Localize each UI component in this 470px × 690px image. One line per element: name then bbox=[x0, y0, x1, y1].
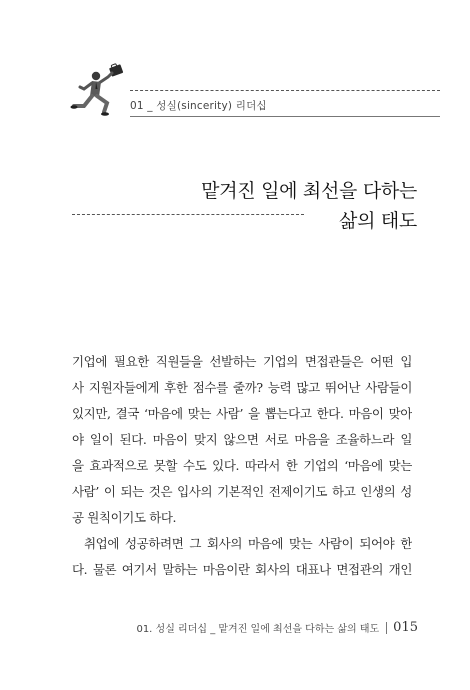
body-line: 다. 물론 여기서 말하는 마음이란 회사의 대표나 면접관의 개인 bbox=[72, 562, 412, 577]
running-businessman-icon bbox=[70, 62, 132, 124]
section-title bbox=[201, 176, 417, 236]
title-line-1: 맡겨진 일에 최선을 다하는 bbox=[201, 180, 417, 202]
footer-divider bbox=[386, 622, 387, 634]
title-dashed-line bbox=[72, 214, 304, 215]
body-line: 을 효과적으로 못할 수도 있다. 따라서 한 기업의 ‘마음에 맞는 bbox=[72, 458, 412, 473]
body-line: 사람’ 이 되는 것은 입사의 기본적인 전제이기도 하고 인생의 성 bbox=[72, 484, 412, 499]
header-rule bbox=[130, 116, 440, 117]
body-line: 사 지원자들에게 후한 점수를 줄까? 능력 많고 뛰어난 사람들이 bbox=[72, 380, 412, 395]
body-paragraphs bbox=[72, 349, 412, 583]
body-line: 야 일이 된다. 마음이 맞지 않으면 서로 마음을 조율하느라 일 bbox=[72, 432, 412, 447]
running-title: 01. 성실 리더십 _ 맡겨진 일에 최선을 다하는 삶의 태도 bbox=[136, 624, 380, 635]
page-number: 015 bbox=[393, 620, 418, 635]
title-line-2: 삶의 태도 bbox=[339, 210, 417, 232]
chapter-header bbox=[0, 0, 470, 130]
body-line: 취업에 성공하려면 그 회사의 마음에 맞는 사람이 되어야 한 bbox=[84, 536, 412, 551]
page-footer bbox=[136, 620, 418, 635]
body-line: 공 원칙이기도 하다. bbox=[72, 510, 177, 525]
body-line: 기업에 필요한 직원들을 선발하는 기업의 면접관들은 어떤 입 bbox=[72, 354, 412, 369]
header-dashed-line bbox=[130, 90, 440, 91]
body-line: 있지만, 결국 ‘마음에 맞는 사람’ 을 뽑는다고 한다. 마음이 맞아 bbox=[72, 406, 412, 421]
chapter-label: 01 _ 성실(sincerity) 리더십 bbox=[130, 100, 267, 112]
